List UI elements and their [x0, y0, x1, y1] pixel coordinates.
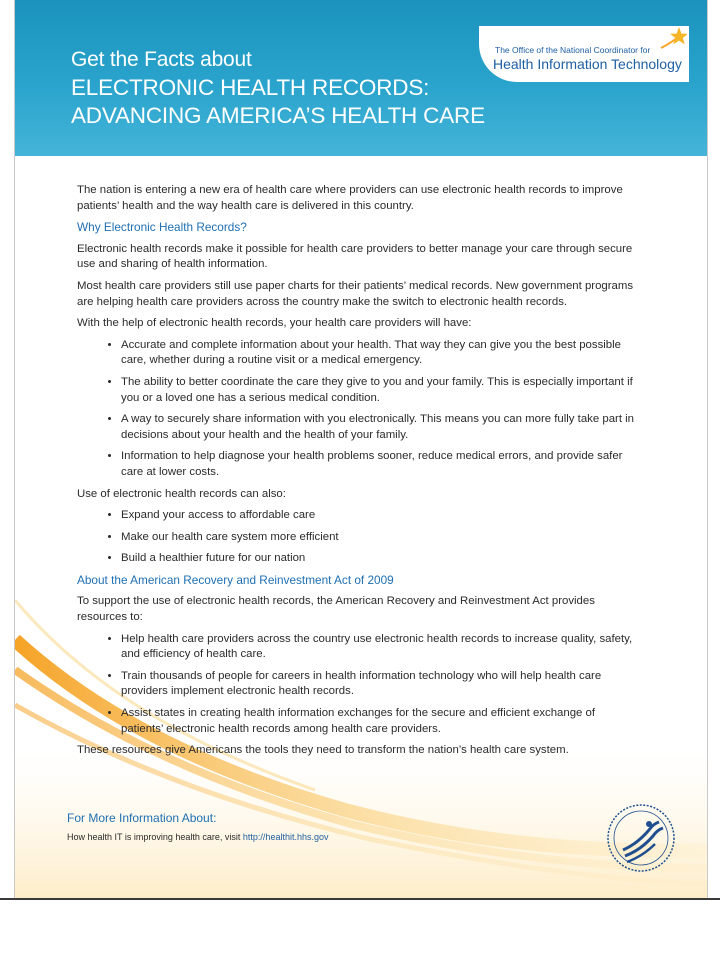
- paragraph: With the help of electronic health records, your health care providers will have:: [77, 317, 472, 330]
- resources-list: [77, 632, 637, 738]
- list-item: • Help health care providers across the country use electronic health records to increase quality, safety, and efficiency of health care.: [121, 632, 637, 663]
- paragraph: To support the use of electronic health records, the American Recovery and Reinvestment Act provides resources to:: [77, 595, 595, 624]
- header-banner: [15, 0, 707, 156]
- healthit-link[interactable]: http://healthit.hhs.gov: [242, 832, 329, 842]
- onc-logo: [479, 26, 689, 82]
- hhs-seal-icon: [603, 800, 679, 881]
- footer-title: For More Information About:: [67, 811, 217, 825]
- title-line-1: Get the Facts about: [71, 48, 252, 71]
- section-heading-why-ehr: Why Electronic Health Records?: [77, 220, 247, 235]
- paragraph: Use of electronic health records can also:: [77, 487, 286, 500]
- title-line-3: ADVANCING AMERICA’S HEALTH CARE: [71, 103, 485, 128]
- document-page: [14, 0, 708, 900]
- paragraph: Electronic health records make it possible for health care providers to better manage your care through secure use and sharing of health information.: [77, 242, 633, 271]
- section-heading-recovery-act: About the American Recovery and Reinvestment Act of 2009: [77, 572, 394, 587]
- paragraph: These resources give Americans the tools they need to transform the nation’s health care system.: [77, 744, 569, 757]
- page-bottom-edge: [0, 898, 720, 900]
- list-item: • Make our health care system more efficient: [121, 530, 637, 546]
- body-content: [77, 183, 637, 765]
- logo-text-line-2: Health Information Technology: [493, 56, 682, 72]
- page-title: [71, 46, 485, 130]
- paragraph: Most health care providers still use paper charts for their patients’ medical records. New government programs are helping health care providers across the country make the switch to electronic health records.: [77, 279, 634, 308]
- title-line-2: ELECTRONIC HEALTH RECORDS:: [71, 75, 430, 100]
- list-item: • A way to securely share information with you electronically. This means you can more fully take part in decisions about your health and the health of your family.: [121, 412, 637, 443]
- benefits-list: [77, 338, 637, 481]
- uses-list: [77, 508, 637, 567]
- intro-paragraph: The nation is entering a new era of health care where providers can use electronic health records to improve patients’ health and the way health care is delivered in this country.: [77, 184, 623, 212]
- footer-text-label: How health IT is improving health care, visit: [67, 832, 243, 842]
- list-item: • Assist states in creating health information exchanges for the secure and efficient exchange of patients’ electronic health records among health care providers.: [121, 706, 637, 737]
- list-item: • Build a healthier future for our nation: [121, 551, 637, 567]
- list-item: • The ability to better coordinate the care they give to you and your family. This is especially important if you or a loved one has a serious medical condition.: [121, 375, 637, 406]
- list-item: • Train thousands of people for careers in health information technology who will help health care providers implement electronic health records.: [121, 669, 637, 700]
- list-item: • Information to help diagnose your health problems sooner, reduce medical errors, and provide safer care at lower costs.: [121, 449, 637, 480]
- list-item: • Expand your access to affordable care: [121, 508, 637, 524]
- footer-text: [67, 832, 328, 842]
- logo-text-line-1: The Office of the National Coordinator for: [495, 45, 651, 55]
- list-item: • Accurate and complete information about your health. That way they can give you the best possible care, whether during a routine visit or a medical emergency.: [121, 338, 637, 369]
- star-icon: [659, 26, 687, 57]
